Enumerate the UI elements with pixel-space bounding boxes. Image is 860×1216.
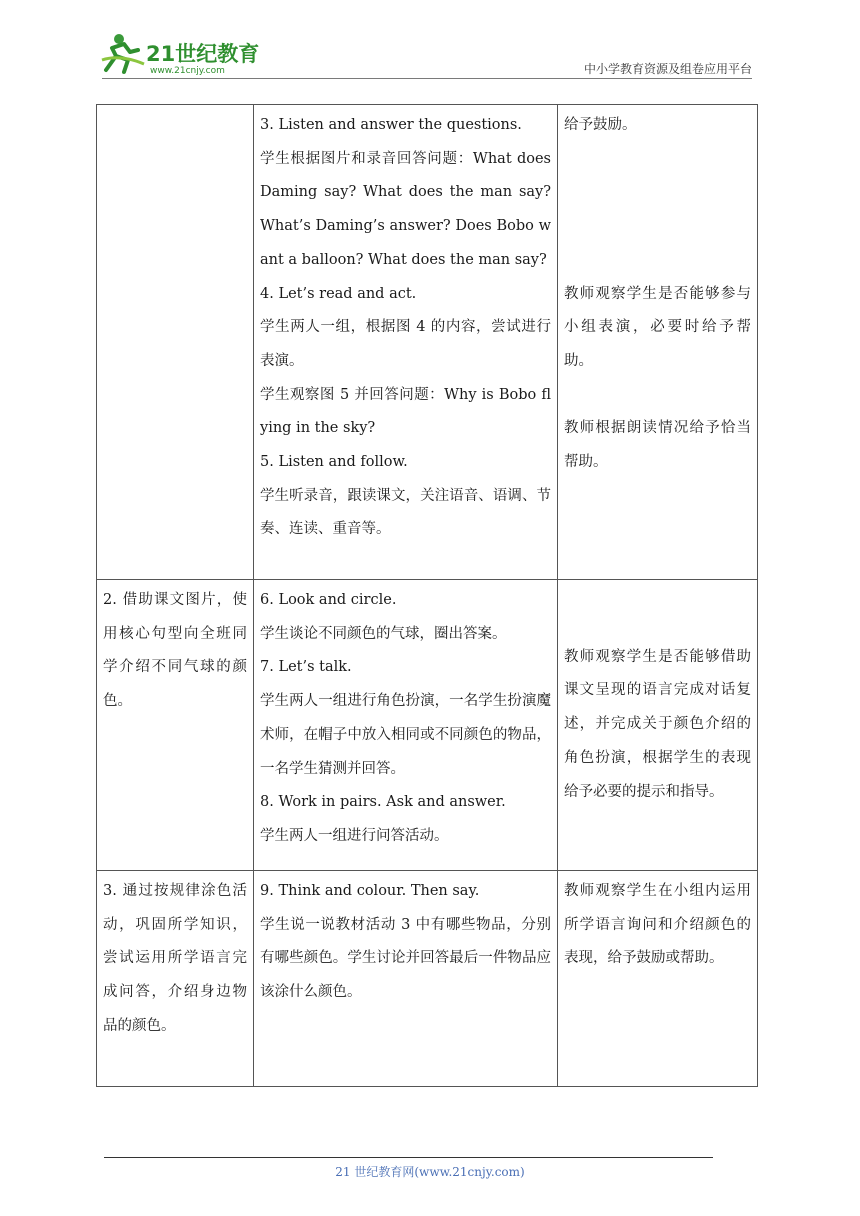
lesson-table xyxy=(96,104,758,1087)
assessment-text: 教师观察学生是否能够参与小组表演，必要时给予帮助。 xyxy=(564,285,751,370)
activity-title: 5. Listen and follow. xyxy=(260,454,408,471)
row1-objective-cell xyxy=(97,105,254,580)
logo-url: www.21cnjy.com xyxy=(150,66,225,76)
assessment-text: 教师根据朗读情况给予恰当帮助。 xyxy=(564,419,751,470)
assessment-text: 教师观察学生是否能够借助课文呈现的语言完成对话复述，并完成关于颜色介绍的角色扮演，根据学生的表现给予必要的提示和指导。 xyxy=(564,648,751,800)
activity-description: 学生两人一组进行问答活动。 xyxy=(260,827,449,844)
page-header xyxy=(0,0,860,80)
logo-text: 21世纪教育 xyxy=(146,42,260,66)
activity-description: 学生观察图 5 并回答问题：Why is Bobo flying in the sky? xyxy=(260,386,551,437)
table-row xyxy=(97,105,758,580)
assessment-text: 给予鼓励。 xyxy=(564,117,637,133)
activity-description: 学生谈论不同颜色的气球，圈出答案。 xyxy=(260,625,507,642)
spacer xyxy=(564,143,751,278)
footer-link[interactable]: 21 世纪教育网(www.21cnjy.com) xyxy=(335,1165,525,1179)
row1-assessment-cell xyxy=(558,105,758,580)
assessment-text: 教师观察学生在小组内运用所学语言询问和介绍颜色的表现，给予鼓励或帮助。 xyxy=(564,883,751,967)
activity-title: 3. Listen and answer the questions. xyxy=(260,117,522,133)
footer-divider xyxy=(104,1157,713,1158)
row2-assessment-cell xyxy=(558,580,758,871)
activity-description: 学生两人一组进行角色扮演，一名学生扮演魔术师，在帽子中放入相同或不同颜色的物品，一名学生猜测并回答。 xyxy=(260,693,551,777)
logo-21cnjy xyxy=(100,30,270,76)
row2-objective-cell xyxy=(97,580,254,871)
row2-activity-cell xyxy=(254,580,558,871)
activity-title: 7. Let’s talk. xyxy=(260,659,352,676)
platform-name: 中小学教育资源及组卷应用平台 xyxy=(583,62,752,76)
activity-description: 学生听录音，跟读课文，关注语音、语调、节奏、连读、重音等。 xyxy=(260,487,551,538)
activity-title: 9. Think and colour. Then say. xyxy=(260,883,480,899)
row3-activity-cell xyxy=(254,871,558,1087)
row1-activity-cell xyxy=(254,105,558,580)
spacer xyxy=(564,379,751,412)
activity-title: 6. Look and circle. xyxy=(260,592,397,608)
activity-title: 4. Let’s read and act. xyxy=(260,285,417,302)
activity-description: 学生说一说教材活动 3 中有哪些物品，分别有哪些颜色。学生讨论并回答最后一件物品应该涂什么颜色。 xyxy=(260,916,551,1001)
row3-objective-cell xyxy=(97,871,254,1087)
objective-text: 3. 通过按规律涂色活动，巩固所学知识，尝试运用所学语言完成问答，介绍身边物品的颜色。 xyxy=(103,883,247,1034)
activity-description: 学生根据图片和录音回答问题：What does Daming say? What does the man say? What’s Daming’s answer? Does Bobo want a balloon? What does the man say? xyxy=(260,150,551,268)
table-row xyxy=(97,871,758,1087)
activity-title: 8. Work in pairs. Ask and answer. xyxy=(260,794,506,811)
row3-assessment-cell xyxy=(558,871,758,1087)
table-row xyxy=(97,580,758,871)
activity-description: 学生两人一组，根据图 4 的内容，尝试进行表演。 xyxy=(260,319,551,369)
header-divider xyxy=(102,78,752,79)
objective-text: 2. 借助课文图片，使用核心句型向全班同学介绍不同气球的颜色。 xyxy=(103,592,247,710)
